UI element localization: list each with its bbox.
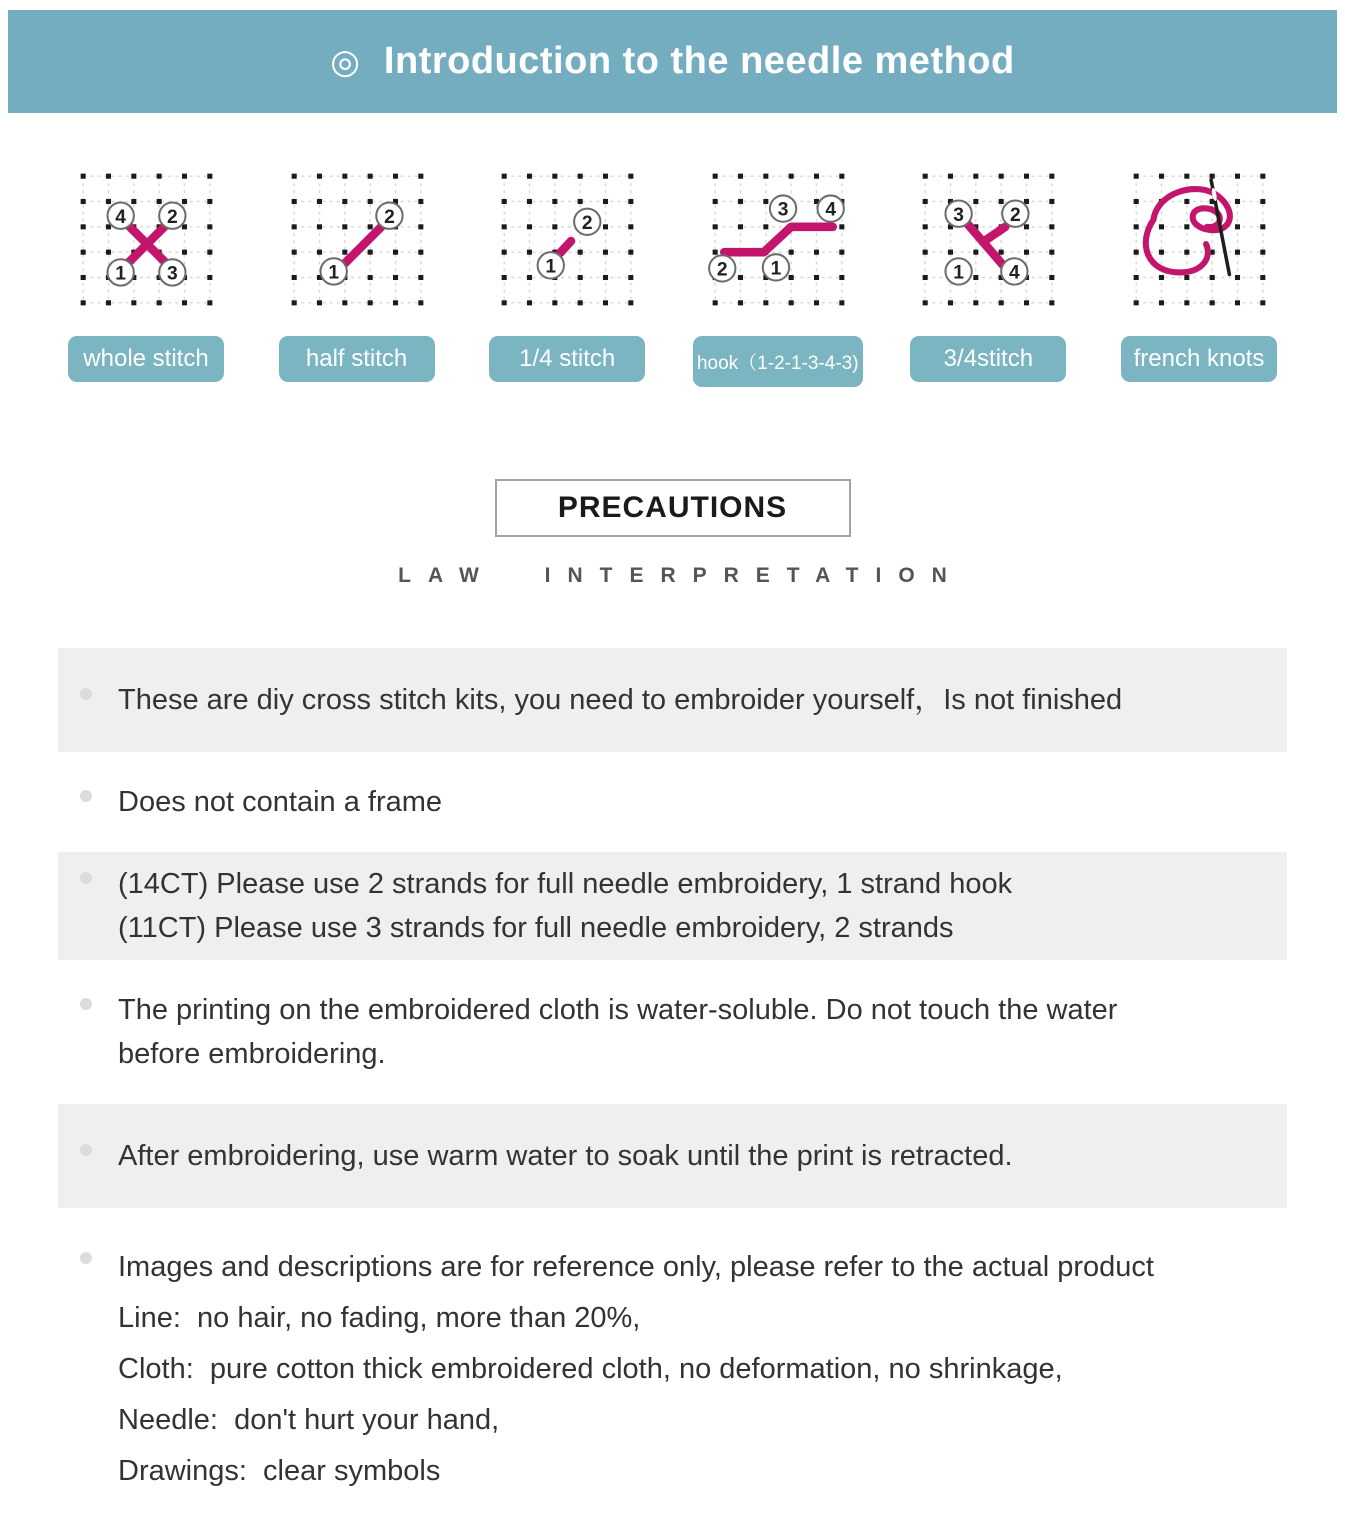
whole-stitch-diagram bbox=[70, 163, 222, 315]
precaution-item bbox=[58, 648, 1287, 752]
precautions-list bbox=[58, 648, 1287, 1515]
three-quarter-stitch-diagram bbox=[912, 163, 1064, 315]
svg-text:2: 2 bbox=[383, 206, 395, 228]
bullseye-icon: ◎ bbox=[330, 42, 360, 81]
svg-text:1: 1 bbox=[545, 256, 557, 278]
precaution-text bbox=[118, 780, 442, 824]
svg-text:4: 4 bbox=[1009, 262, 1021, 284]
precaution-text bbox=[118, 1134, 1013, 1178]
whole-stitch-label: whole stitch bbox=[68, 336, 224, 382]
bullet-icon bbox=[80, 1144, 92, 1156]
stitch-column-whole bbox=[46, 163, 246, 387]
precaution-item bbox=[58, 1104, 1287, 1208]
stitch-column-hook bbox=[678, 163, 878, 387]
precaution-text bbox=[118, 1242, 1154, 1497]
svg-text:1: 1 bbox=[115, 263, 127, 285]
precaution-line: Images and descriptions are for reference only, please refer to the actual product bbox=[118, 1251, 1154, 1283]
svg-text:2: 2 bbox=[166, 206, 178, 228]
stitch-column-quarter bbox=[467, 163, 667, 387]
page-title: Introduction to the needle method bbox=[383, 40, 1015, 82]
precautions-title: PRECAUTIONS bbox=[557, 491, 788, 524]
page bbox=[0, 10, 1345, 1515]
precaution-line: Drawings: clear symbols bbox=[118, 1455, 441, 1487]
hook-stitch-diagram bbox=[702, 163, 854, 315]
quarter-stitch-diagram bbox=[491, 163, 643, 315]
precaution-text bbox=[118, 862, 1012, 950]
precaution-line: (11CT) Please use 3 strands for full needle embroidery, 2 strands bbox=[118, 912, 954, 944]
svg-text:1: 1 bbox=[327, 262, 339, 284]
precaution-line: Does not contain a frame bbox=[118, 786, 443, 818]
bullet-icon bbox=[80, 1252, 92, 1264]
law-interpretation-subtitle: LAW INTERPRETATION bbox=[398, 564, 964, 587]
svg-text:2: 2 bbox=[582, 212, 593, 234]
svg-text:2: 2 bbox=[716, 259, 728, 281]
bullet-icon bbox=[80, 998, 92, 1010]
precaution-text bbox=[118, 988, 1117, 1076]
svg-text:3: 3 bbox=[953, 204, 965, 226]
french-knots-diagram bbox=[1123, 163, 1275, 315]
bullet-icon bbox=[80, 688, 92, 700]
precaution-item bbox=[58, 852, 1287, 960]
precaution-line: Cloth: pure cotton thick embroidered cloth, no deformation, no shrinkage, bbox=[118, 1353, 1063, 1385]
french-knots-label: french knots bbox=[1121, 336, 1277, 382]
half-stitch-label: half stitch bbox=[279, 336, 435, 382]
stitch-column-half bbox=[257, 163, 457, 387]
precaution-line: The printing on the embroidered cloth is water-soluble. Do not touch the water bbox=[118, 994, 1118, 1026]
french-knots-label-holder: 3/4stitch bbox=[910, 336, 1066, 382]
stitch-column-french-knots bbox=[1099, 163, 1299, 387]
quarter-stitch-label: 1/4 stitch bbox=[489, 336, 645, 382]
svg-text:3: 3 bbox=[166, 263, 178, 285]
bullet-icon bbox=[80, 872, 92, 884]
bullet-icon bbox=[80, 790, 92, 802]
precaution-line: (14CT) Please use 2 strands for full needle embroidery, 1 strand hook bbox=[118, 868, 1013, 900]
stitch-diagrams-row bbox=[0, 163, 1345, 387]
svg-text:1: 1 bbox=[953, 262, 965, 284]
precaution-text bbox=[118, 678, 1122, 722]
precaution-item bbox=[58, 1218, 1287, 1515]
stitch-column-three-quarter bbox=[888, 163, 1088, 387]
half-stitch-diagram bbox=[281, 163, 433, 315]
precaution-line: Line: no hair, no fading, more than 20%, bbox=[118, 1302, 641, 1334]
svg-text:3: 3 bbox=[777, 199, 789, 221]
precaution-line: before embroidering. bbox=[118, 1038, 386, 1070]
hook-stitch-label: hook（1-2-1-3-4-3) bbox=[693, 336, 863, 387]
svg-text:1: 1 bbox=[770, 258, 782, 280]
precaution-line: Needle: don't hurt your hand, bbox=[118, 1404, 500, 1436]
header-banner bbox=[8, 10, 1337, 113]
precaution-item bbox=[58, 762, 1287, 842]
svg-text:4: 4 bbox=[825, 199, 836, 221]
precaution-line: After embroidering, use warm water to soak until the print is retracted. bbox=[118, 1140, 1013, 1172]
precautions-title-box bbox=[495, 479, 851, 537]
precaution-line: These are diy cross stitch kits, you need to embroider yourself，Is not finished bbox=[118, 684, 1123, 716]
svg-text:2: 2 bbox=[1010, 204, 1022, 226]
precaution-item bbox=[58, 970, 1287, 1094]
svg-text:4: 4 bbox=[115, 206, 127, 228]
